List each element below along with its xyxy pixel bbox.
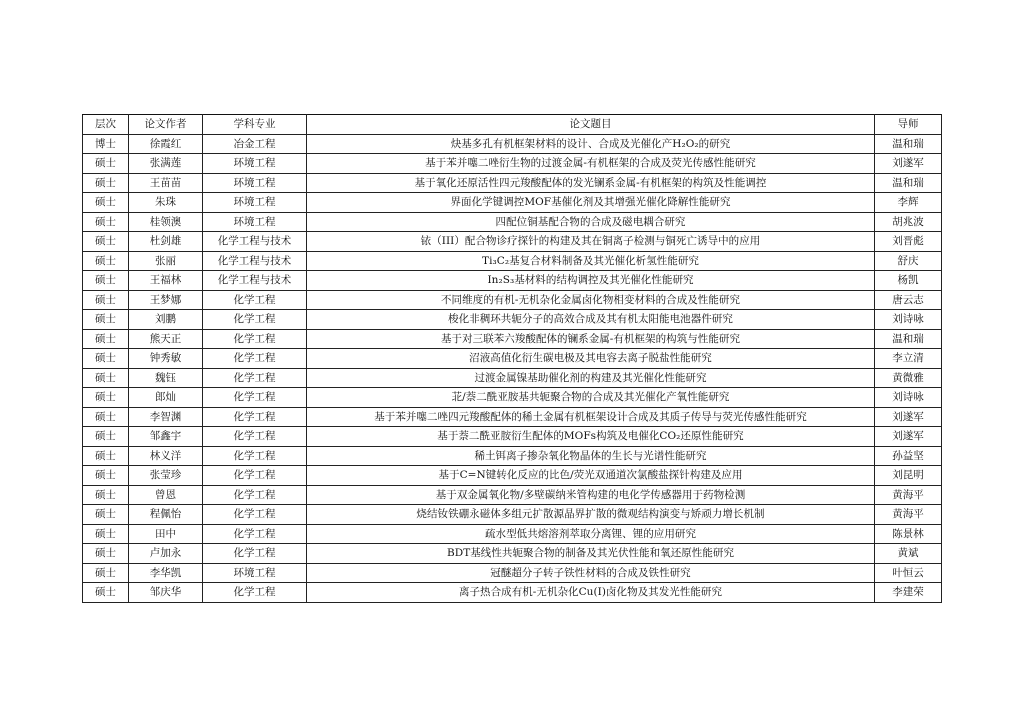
cell-major: 化学工程 [203, 329, 307, 349]
cell-author: 邹庆华 [129, 583, 203, 603]
cell-major: 化学工程 [203, 310, 307, 330]
cell-major: 化学工程 [203, 368, 307, 388]
cell-level: 硕士 [83, 310, 129, 330]
table-row [83, 154, 942, 174]
cell-title: 稀土铒离子掺杂氧化物晶体的生长与光谱性能研究 [307, 446, 875, 466]
cell-major: 化学工程 [203, 446, 307, 466]
cell-title: 炔基多孔有机框架材料的设计、合成及光催化产H₂O₂的研究 [307, 134, 875, 154]
cell-advisor: 温和瑞 [875, 173, 942, 193]
cell-advisor: 刘晋彪 [875, 232, 942, 252]
cell-level: 硕士 [83, 505, 129, 525]
cell-level: 硕士 [83, 407, 129, 427]
header-title: 论文题目 [307, 115, 875, 135]
cell-advisor: 杨凯 [875, 271, 942, 291]
table-body [83, 134, 942, 602]
cell-level: 硕士 [83, 524, 129, 544]
header-major: 学科专业 [203, 115, 307, 135]
cell-author: 郎灿 [129, 388, 203, 408]
cell-major: 环境工程 [203, 563, 307, 583]
cell-title: 基于对三联苯六羧酸配体的镧系金属-有机框架的构筑与性能研究 [307, 329, 875, 349]
cell-advisor: 黄海平 [875, 485, 942, 505]
cell-level: 硕士 [83, 583, 129, 603]
cell-level: 硕士 [83, 563, 129, 583]
cell-major: 化学工程 [203, 583, 307, 603]
table-row [83, 290, 942, 310]
table-row [83, 563, 942, 583]
cell-major: 环境工程 [203, 154, 307, 174]
cell-level: 硕士 [83, 251, 129, 271]
cell-advisor: 陈景林 [875, 524, 942, 544]
cell-author: 张丽 [129, 251, 203, 271]
table-row [83, 271, 942, 291]
table-row [83, 232, 942, 252]
table-row [83, 310, 942, 330]
cell-title: 基于苯并噻二唑衍生物的过渡金属-有机框架的合成及荧光传感性能研究 [307, 154, 875, 174]
cell-level: 硕士 [83, 232, 129, 252]
table-row [83, 544, 942, 564]
cell-author: 林义洋 [129, 446, 203, 466]
table-row [83, 524, 942, 544]
cell-author: 王福林 [129, 271, 203, 291]
cell-author: 张莹珍 [129, 466, 203, 486]
cell-title: 基于苯并噻二唑四元羧酸配体的稀土金属有机框架设计合成及其质子传导与荧光传感性能研究 [307, 407, 875, 427]
cell-advisor: 叶恒云 [875, 563, 942, 583]
cell-title: BDT基线性共轭聚合物的制备及其光伏性能和氧还原性能研究 [307, 544, 875, 564]
cell-author: 邹鑫宇 [129, 427, 203, 447]
table-row [83, 466, 942, 486]
cell-advisor: 黄海平 [875, 505, 942, 525]
table-row [83, 134, 942, 154]
cell-level: 硕士 [83, 271, 129, 291]
cell-advisor: 刘遂军 [875, 427, 942, 447]
cell-major: 化学工程与技术 [203, 271, 307, 291]
cell-major: 化学工程 [203, 524, 307, 544]
table-row [83, 212, 942, 232]
cell-author: 田中 [129, 524, 203, 544]
cell-major: 化学工程 [203, 427, 307, 447]
cell-level: 硕士 [83, 290, 129, 310]
cell-level: 硕士 [83, 466, 129, 486]
table-row [83, 446, 942, 466]
cell-advisor: 李立清 [875, 349, 942, 369]
table-row [83, 368, 942, 388]
cell-level: 博士 [83, 134, 129, 154]
cell-level: 硕士 [83, 154, 129, 174]
cell-advisor: 温和瑞 [875, 329, 942, 349]
cell-advisor: 刘昆明 [875, 466, 942, 486]
cell-author: 熊天正 [129, 329, 203, 349]
cell-author: 魏钰 [129, 368, 203, 388]
cell-major: 化学工程 [203, 407, 307, 427]
cell-advisor: 温和瑞 [875, 134, 942, 154]
cell-level: 硕士 [83, 193, 129, 213]
table-row [83, 505, 942, 525]
cell-author: 卢加永 [129, 544, 203, 564]
cell-major: 化学工程 [203, 485, 307, 505]
cell-level: 硕士 [83, 368, 129, 388]
cell-author: 曾恩 [129, 485, 203, 505]
cell-major: 化学工程 [203, 349, 307, 369]
cell-advisor: 黄微雅 [875, 368, 942, 388]
cell-level: 硕士 [83, 427, 129, 447]
cell-author: 杜剑雄 [129, 232, 203, 252]
cell-author: 朱珠 [129, 193, 203, 213]
cell-author: 钟秀敏 [129, 349, 203, 369]
header-advisor: 导师 [875, 115, 942, 135]
header-author: 论文作者 [129, 115, 203, 135]
cell-major: 化学工程与技术 [203, 232, 307, 252]
cell-major: 化学工程 [203, 290, 307, 310]
cell-title: 梭化非稠环共轭分子的高效合成及其有机太阳能电池器件研究 [307, 310, 875, 330]
cell-advisor: 胡兆波 [875, 212, 942, 232]
cell-title: 不同维度的有机-无机杂化金属卤化物相变材料的合成及性能研究 [307, 290, 875, 310]
cell-major: 冶金工程 [203, 134, 307, 154]
cell-title: 烧结钕铁硼永磁体多组元扩散源晶界扩散的微观结构演变与矫顽力增长机制 [307, 505, 875, 525]
cell-title: 基于C=N键转化反应的比色/荧光双通道次氯酸盐探针构建及应用 [307, 466, 875, 486]
cell-title: 基于双金属氧化物/多壁碳纳米管构建的电化学传感器用于药物检测 [307, 485, 875, 505]
cell-author: 李华凯 [129, 563, 203, 583]
table-row [83, 427, 942, 447]
cell-title: 过渡金属镍基助催化剂的构建及其光催化性能研究 [307, 368, 875, 388]
cell-advisor: 唐云志 [875, 290, 942, 310]
cell-author: 王苗苗 [129, 173, 203, 193]
cell-major: 化学工程与技术 [203, 251, 307, 271]
table-row [83, 583, 942, 603]
cell-advisor: 刘诗咏 [875, 388, 942, 408]
table-row [83, 349, 942, 369]
cell-major: 环境工程 [203, 212, 307, 232]
cell-level: 硕士 [83, 446, 129, 466]
table-header-row [83, 115, 942, 135]
header-level: 层次 [83, 115, 129, 135]
cell-level: 硕士 [83, 349, 129, 369]
table-row [83, 485, 942, 505]
cell-level: 硕士 [83, 329, 129, 349]
cell-advisor: 刘诗咏 [875, 310, 942, 330]
cell-title: 四配位铜基配合物的合成及磁电耦合研究 [307, 212, 875, 232]
cell-title: In₂S₃基材料的结构调控及其光催化性能研究 [307, 271, 875, 291]
cell-advisor: 舒庆 [875, 251, 942, 271]
cell-level: 硕士 [83, 173, 129, 193]
cell-level: 硕士 [83, 388, 129, 408]
cell-level: 硕士 [83, 212, 129, 232]
cell-advisor: 刘遂军 [875, 154, 942, 174]
table-row [83, 193, 942, 213]
cell-advisor: 孙益坚 [875, 446, 942, 466]
cell-author: 桂领澳 [129, 212, 203, 232]
cell-major: 化学工程 [203, 505, 307, 525]
cell-title: 苝/萘二酰亚胺基共轭聚合物的合成及其光催化产氧性能研究 [307, 388, 875, 408]
cell-author: 张满莲 [129, 154, 203, 174]
cell-title: 铱（III）配合物诊疗探针的构建及其在铜离子检测与铜死亡诱导中的应用 [307, 232, 875, 252]
cell-level: 硕士 [83, 544, 129, 564]
cell-major: 化学工程 [203, 466, 307, 486]
cell-major: 环境工程 [203, 193, 307, 213]
cell-advisor: 李辉 [875, 193, 942, 213]
cell-major: 环境工程 [203, 173, 307, 193]
cell-title: 疏水型低共熔溶剂萃取分离锂、锂的应用研究 [307, 524, 875, 544]
cell-title: 离子热合成有机-无机杂化Cu(I)卤化物及其发光性能研究 [307, 583, 875, 603]
cell-author: 刘鹏 [129, 310, 203, 330]
table-row [83, 388, 942, 408]
cell-level: 硕士 [83, 485, 129, 505]
cell-title: 界面化学键调控MOF基催化剂及其增强光催化降解性能研究 [307, 193, 875, 213]
cell-author: 徐霞红 [129, 134, 203, 154]
table-row [83, 251, 942, 271]
thesis-table [82, 114, 942, 603]
cell-advisor: 刘遂军 [875, 407, 942, 427]
cell-title: Ti₃C₂基复合材料制备及其光催化析氢性能研究 [307, 251, 875, 271]
cell-title: 冠醚超分子转子铁性材料的合成及铁性研究 [307, 563, 875, 583]
cell-title: 沼液高值化衍生碳电极及其电容去离子脱盐性能研究 [307, 349, 875, 369]
cell-author: 王梦娜 [129, 290, 203, 310]
cell-author: 李智渊 [129, 407, 203, 427]
cell-author: 程佩怡 [129, 505, 203, 525]
table-row [83, 407, 942, 427]
cell-major: 化学工程 [203, 388, 307, 408]
cell-major: 化学工程 [203, 544, 307, 564]
cell-title: 基于氧化还原活性四元羧酸配体的发光镧系金属-有机框架的构筑及性能调控 [307, 173, 875, 193]
cell-advisor: 黄斌 [875, 544, 942, 564]
cell-advisor: 李建荣 [875, 583, 942, 603]
cell-title: 基于萘二酰亚胺衍生配体的MOFs构筑及电催化CO₂还原性能研究 [307, 427, 875, 447]
table-row [83, 173, 942, 193]
table-row [83, 329, 942, 349]
